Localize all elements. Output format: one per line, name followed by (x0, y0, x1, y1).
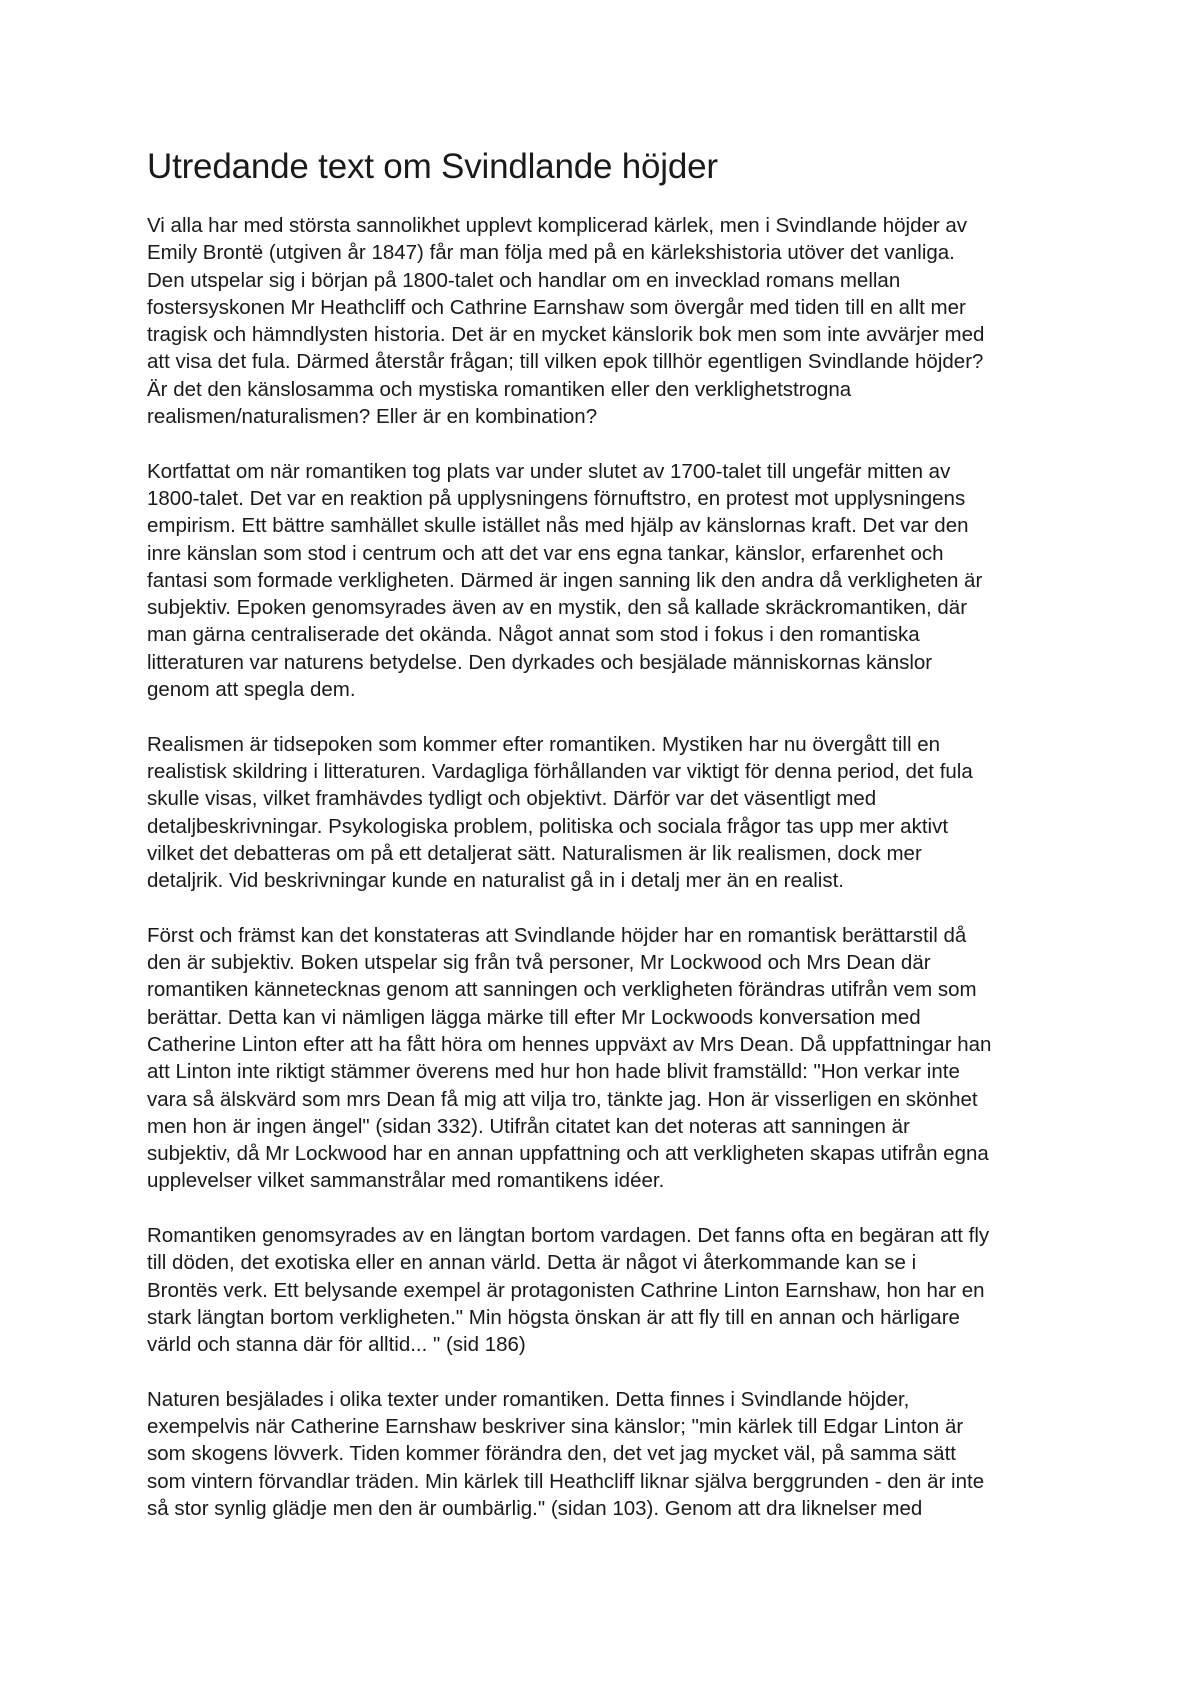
paragraph-realism: Realismen är tidsepoken som kommer efter romantiken. Mystiken har nu övergått till en realistisk skildring i litteraturen. Vardagliga förhållanden var viktigt för denna period, det fula skulle visas, vilket framhävdes tydligt och objektivt. Därför var det väsentligt med detaljbeskrivningar. Psykologiska problem, politiska och sociala frågor tas upp mer aktivt vilket det debatteras om på ett detaljerat sätt. Naturalismen är lik realismen, dock mer detaljrik. Vid beskrivningar kunde en naturalist gå in i detalj mer än en realist. (147, 732, 973, 893)
paragraph-longing: Romantiken genomsyrades av en längtan bortom vardagen. Det fanns ofta en begäran att fly till döden, det exotiska eller en annan värld. Detta är något vi återkommande kan se i Brontës verk. Ett belysande exempel är protagonisten Cathrine Linton Earnshaw, hon har en stark längtan bortom verkligheten." Min högsta önskan är att fly till en annan och härligare värld och stanna där för alltid... " (sid 186) (147, 1223, 990, 1357)
document-title: Utredande text om Svindlande höjder (147, 147, 718, 186)
paragraph-narrative-style: Först och främst kan det konstateras att Svindlande höjder har en romantisk berättarstil då den är subjektiv. Boken utspelar sig från två personer, Mr Lockwood och Mrs Dean där romantiken kännetecknas genom att sanningen och verkligheten förändras utifrån vem som berättar. Detta kan vi nämligen lägga märke till efter Mr Lockwoods konversation med Catherine Linton efter att ha fått höra om hennes uppväxt av Mrs Dean. Då uppfattningar han att Linton inte riktigt stämmer överens med hur hon hade blivit framställd: "Hon verkar inte vara så älskvärd som mrs Dean få mig att vilja tro, tänkte jag. Hon är visserligen en skönhet men hon är ingen ängel" (sidan 332). Utifrån citatet kan det noteras att sanningen är subjektiv, då Mr Lockwood har en annan uppfattning och att verkligheten skapas utifrån egna upplevelser vilket sammanstrålar med romantikens idéer. (147, 923, 992, 1193)
paragraph-intro: Vi alla har med största sannolikhet upplevt komplicerad kärlek, men i Svindlande höjder av Emily Brontë (utgiven år 1847) får man följa med på en kärlekshistoria utöver det vanliga. Den utspelar sig i början på 1800-talet och handlar om en invecklad romans mellan fostersyskonen Mr Heathcliff och Cathrine Earnshaw som övergår med tiden till en allt mer tragisk och hämndlysten historia. Det är en mycket känslorik bok men som inte avvärjer med att visa det fula. Därmed återstår frågan; till vilken epok tillhör egentligen Svindlande höjder? Är det den känslosamma och mystiska romantiken eller den verklighetstrogna realismen/naturalismen? Eller är en kombination? (147, 214, 985, 429)
paragraph-nature: Naturen besjälades i olika texter under romantiken. Detta finnes i Svindlande höjder, exempelvis när Catherine Earnshaw beskriver sina känslor; "min kärlek till Edgar Linton är som skogens lövverk. Tiden kommer förändra den, det vet jag mycket väl, på samma sätt som vintern förvandlar träden. Min kärlek till Heathcliff liknar själva berggrunden - den är inte så stor synlig glädje men den är oumbärlig." (sidan 103). Genom att dra liknelser med (147, 1387, 985, 1520)
document-body (147, 146, 1077, 1550)
paragraph-romanticism: Kortfattat om när romantiken tog plats var under slutet av 1700-talet till ungefär mitten av 1800-talet. Det var en reaktion på upplysningens förnuftstro, en protest mot upplysningens empirism. Ett bättre samhället skulle istället nås med hjälp av känslornas kraft. Det var den inre känslan som stod i centrum och att det var ens egna tankar, känslor, erfarenhet och fantasi som formade verkligheten. Därmed är ingen sanning lik den andra då verkligheten är subjektiv. Epoken genomsyrades även av en mystik, den så kallade skräckromantiken, där man gärna centraliserade det okända. Något annat som stod i fokus i den romantiska litteraturen var naturens betydelse. Den dyrkades och besjälade människornas känslor genom att spegla dem. (147, 459, 983, 702)
